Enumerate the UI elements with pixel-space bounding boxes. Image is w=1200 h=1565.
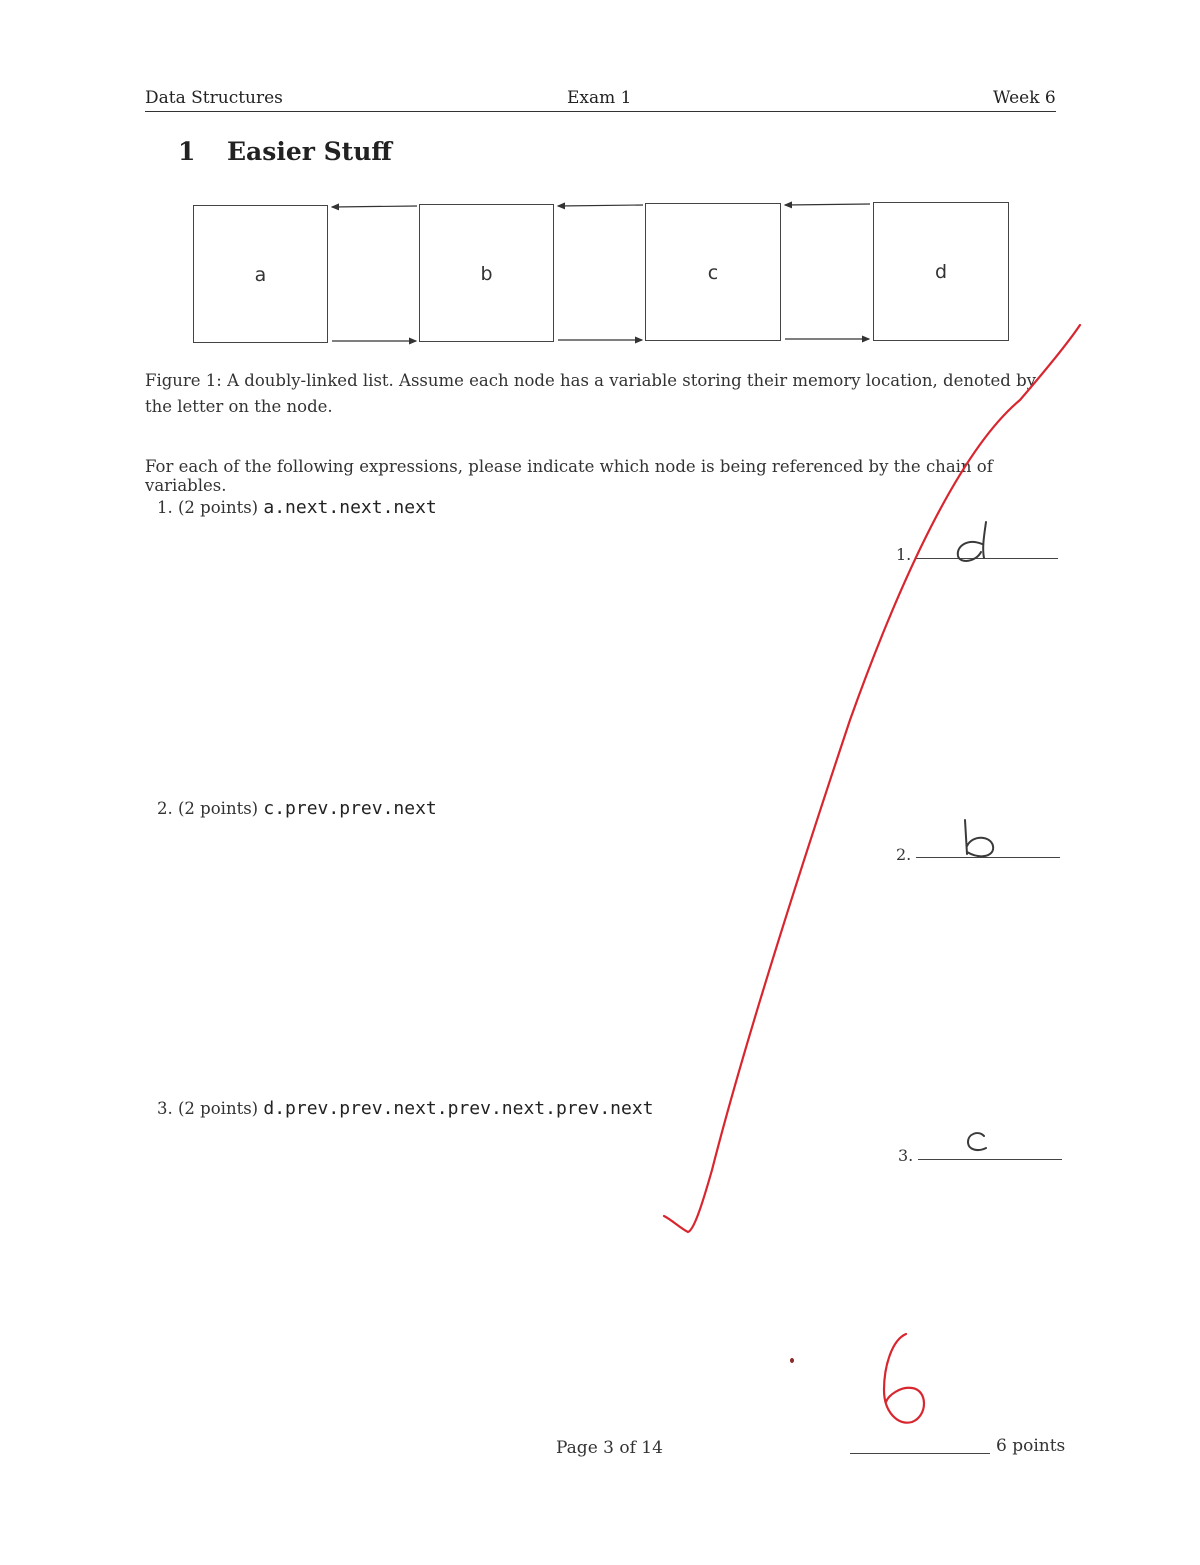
answer-2-label: 2.	[896, 845, 912, 864]
section-title: Easier Stuff	[227, 137, 392, 166]
page-number: Page 3 of 14	[556, 1438, 663, 1458]
prev-arrow-d-c	[785, 204, 870, 205]
question-3-number: 3.	[157, 1099, 173, 1118]
node-c-label: c	[707, 262, 719, 284]
question-2-expression: c.prev.prev.next	[263, 798, 437, 819]
question-2	[157, 798, 437, 819]
question-1-expression: a.next.next.next	[263, 497, 437, 518]
ink-dot	[790, 1358, 794, 1363]
question-1-points: (2 points)	[178, 498, 259, 517]
question-2-points: (2 points)	[178, 799, 259, 818]
answer-3-label: 3.	[898, 1146, 914, 1165]
header-week: Week 6	[993, 88, 1056, 108]
question-3	[157, 1098, 654, 1119]
link-arrows	[0, 0, 1200, 400]
node-b-label: b	[480, 263, 493, 285]
section-number: 1	[178, 137, 196, 166]
header-exam: Exam 1	[567, 88, 632, 108]
question-2-number: 2.	[157, 799, 173, 818]
prev-arrow-b-a	[332, 206, 417, 207]
instructions: For each of the following expressions, please indicate which node is being referenced by the chain of variables.	[145, 457, 993, 495]
question-1-number: 1.	[157, 498, 173, 517]
node-a-label: a	[254, 264, 267, 286]
answer-3-handwriting	[960, 1122, 1010, 1162]
header-course: Data Structures	[145, 88, 283, 108]
score-text: 6	[872, 1326, 873, 1327]
answer-1-handwriting	[948, 518, 1008, 568]
points-total: 6 points	[996, 1436, 1066, 1456]
prev-arrow-c-b	[558, 205, 643, 206]
answer-1-label: 1.	[896, 545, 912, 564]
score-handwriting	[872, 1326, 942, 1436]
score-line	[850, 1453, 990, 1454]
answer-2-handwriting	[955, 816, 1015, 866]
answer-2-text: b	[955, 816, 956, 817]
question-1	[157, 497, 437, 518]
node-d-label: d	[934, 261, 948, 283]
question-3-points: (2 points)	[178, 1099, 259, 1118]
answer-1-text: d	[948, 518, 949, 519]
figure-caption: Figure 1: A doubly-linked list. Assume each node has a variable storing their memory location, denoted by the letter on the node.	[145, 371, 1036, 416]
question-3-expression: d.prev.prev.next.prev.next.prev.next	[263, 1098, 654, 1119]
answer-3-text: c	[960, 1122, 961, 1123]
